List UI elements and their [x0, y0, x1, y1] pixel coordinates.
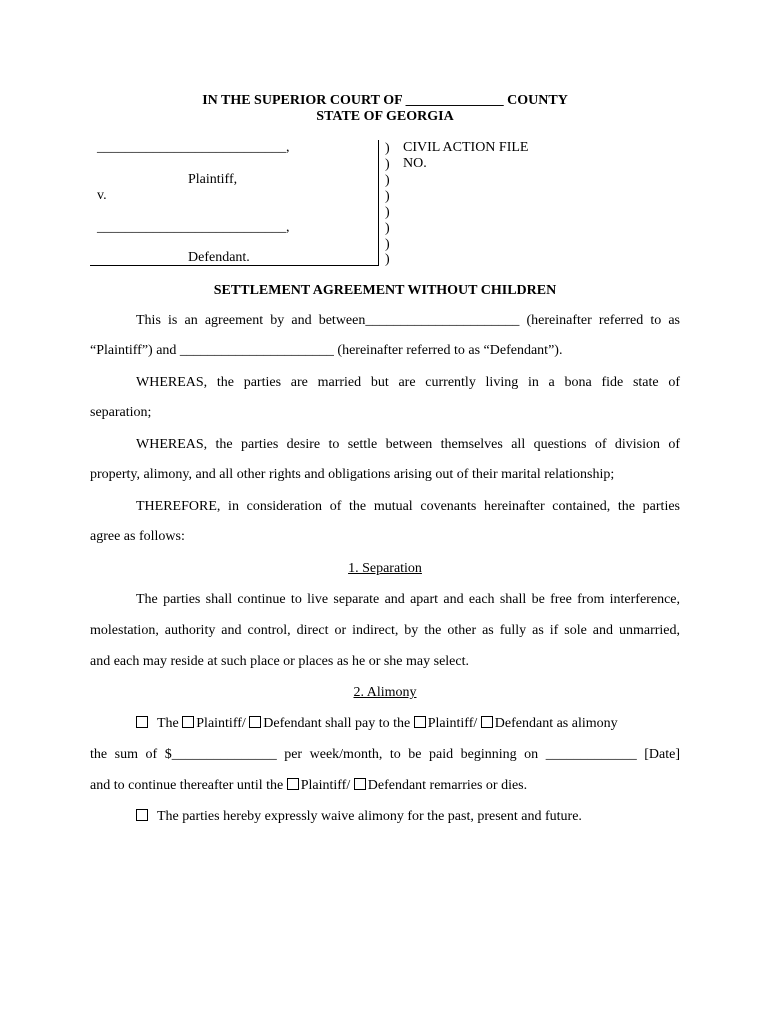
plaintiff-name-blank[interactable]: ___________________________, — [97, 140, 290, 155]
remarry-plaintiff-label: Plaintiff/ — [300, 778, 351, 793]
payee-plaintiff-label: Plaintiff/ — [427, 716, 478, 731]
civil-action-number-field[interactable]: NO. — [403, 156, 427, 171]
payee-plaintiff-checkbox[interactable] — [414, 716, 426, 728]
payer-plaintiff-label: Plaintiff/ — [196, 716, 246, 731]
alimony-waive-checkbox[interactable] — [136, 809, 148, 821]
caption-paren: ) — [385, 141, 390, 156]
caption-paren: ) — [385, 173, 390, 188]
payee-defendant-checkbox[interactable] — [481, 716, 493, 728]
defendant-label: Defendant. — [188, 250, 250, 265]
state-heading: STATE OF GEORGIA — [316, 109, 454, 124]
alimony-option-waive — [136, 809, 680, 825]
plaintiff-label: Plaintiff, — [188, 172, 238, 187]
caption-paren: ) — [385, 157, 390, 172]
section-2-heading: 2. Alimony — [353, 685, 417, 700]
intro-line-2[interactable]: “Plaintiff”) and ______________________ (hereinafter referred to as “Defendant”). — [90, 343, 563, 358]
remarry-defendant-label: Defendant remarries or dies. — [367, 778, 528, 793]
whereas-2-line-2: property, alimony, and all other rights and obligations arising out of their marital relationship; — [90, 467, 615, 482]
alimony-until-line — [90, 778, 680, 794]
whereas-1-line-1: WHEREAS, the parties are married but are currently living in a bona fide state of — [136, 375, 680, 390]
caption-paren: ) — [385, 252, 390, 267]
caption-paren: ) — [385, 221, 390, 236]
caption-divider — [378, 140, 379, 266]
remarry-plaintiff-checkbox[interactable] — [287, 778, 299, 790]
payer-defendant-checkbox[interactable] — [249, 716, 261, 728]
intro-line-1[interactable]: This is an agreement by and between______________________ (hereinafter referred to as — [136, 313, 680, 328]
section-1-line-2: molestation, authority and control, direct or indirect, by the other as fully as if sole and unmarried, — [90, 623, 680, 638]
remarry-defendant-checkbox[interactable] — [354, 778, 366, 790]
caption-paren: ) — [385, 189, 390, 204]
caption-paren: ) — [385, 205, 390, 220]
versus-label: v. — [97, 188, 107, 203]
alimony-the-text: The — [157, 716, 179, 731]
payer-defendant-label: Defendant shall pay to the — [263, 716, 411, 731]
section-1-heading: 1. Separation — [348, 561, 422, 576]
whereas-2-line-1: WHEREAS, the parties desire to settle between themselves all questions of division of — [136, 437, 680, 452]
alimony-option-pay — [136, 716, 680, 732]
therefore-line-2: agree as follows: — [90, 529, 185, 544]
alimony-until-text: and to continue thereafter until the — [90, 778, 284, 793]
defendant-name-blank[interactable]: ___________________________, — [97, 220, 290, 235]
caption-paren: ) — [385, 237, 390, 252]
payee-defendant-label: Defendant as alimony — [494, 716, 618, 731]
court-heading: IN THE SUPERIOR COURT OF ______________ COUNTY — [202, 93, 568, 108]
therefore-line-1: THEREFORE, in consideration of the mutual covenants hereinafter contained, the parties — [136, 499, 680, 514]
alimony-waive-text: The parties hereby expressly waive alimony for the past, present and future. — [157, 809, 582, 824]
document-title: SETTLEMENT AGREEMENT WITHOUT CHILDREN — [213, 283, 557, 298]
civil-action-label: CIVIL ACTION FILE — [403, 140, 529, 155]
payer-plaintiff-checkbox[interactable] — [182, 716, 194, 728]
caption-bottom-rule — [90, 265, 378, 266]
alimony-pay-checkbox[interactable] — [136, 716, 148, 728]
section-1-line-1: The parties shall continue to live separate and apart and each shall be free from interference, — [136, 592, 680, 607]
alimony-amount-line[interactable]: the sum of $_______________ per week/month, to be paid beginning on _____________ [Date] — [90, 747, 680, 762]
whereas-1-line-2: separation; — [90, 405, 152, 420]
section-1-line-3: and each may reside at such place or places as he or she may select. — [90, 654, 469, 669]
